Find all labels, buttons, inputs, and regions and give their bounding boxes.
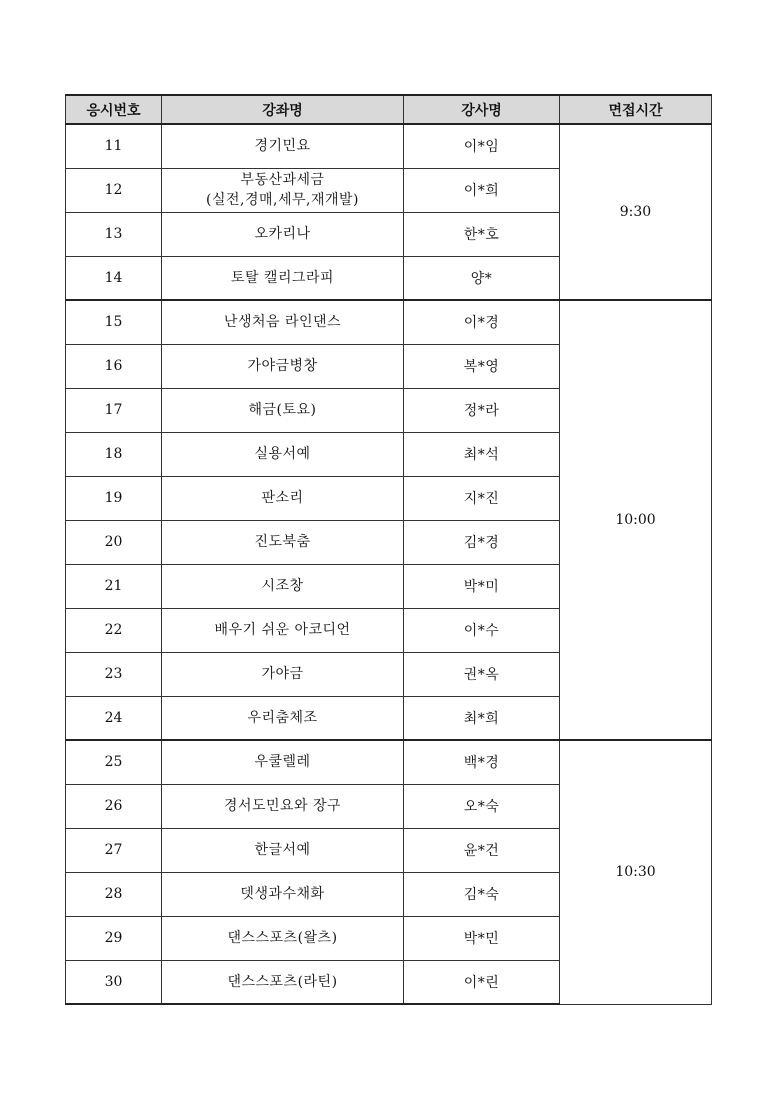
course-name-line: 판소리 <box>261 490 304 506</box>
teacher-name-cell: 백*경 <box>404 740 560 784</box>
course-name-cell <box>162 960 404 1004</box>
exam-number-cell: 23 <box>66 652 162 696</box>
teacher-name-cell: 이*수 <box>404 608 560 652</box>
course-name-cell <box>162 300 404 344</box>
header-teacher: 강사명 <box>404 95 560 124</box>
course-name-cell <box>162 432 404 476</box>
exam-number-cell: 29 <box>66 916 162 960</box>
teacher-name-cell: 이*경 <box>404 300 560 344</box>
course-name-cell <box>162 608 404 652</box>
course-name-line: (실전,경매,세무,재개발) <box>206 192 359 208</box>
teacher-name-cell: 최*석 <box>404 432 560 476</box>
interview-time-cell: 9:30 <box>560 124 712 300</box>
course-name-cell <box>162 212 404 256</box>
course-name-cell <box>162 696 404 740</box>
exam-number-cell: 11 <box>66 124 162 168</box>
course-name-cell <box>162 564 404 608</box>
teacher-name-cell: 권*옥 <box>404 652 560 696</box>
course-name-cell <box>162 872 404 916</box>
course-name-line: 시조창 <box>261 578 304 594</box>
course-name-line: 토탈 캘리그라피 <box>230 269 335 286</box>
course-name-line: 우쿨렐레 <box>254 754 311 771</box>
course-name-cell <box>162 652 404 696</box>
exam-number-cell: 19 <box>66 476 162 520</box>
teacher-name-cell: 김*숙 <box>404 872 560 916</box>
exam-number-cell: 25 <box>66 740 162 784</box>
teacher-name-cell: 박*미 <box>404 564 560 608</box>
course-name-line: 가야금 <box>261 666 304 682</box>
exam-number-cell: 28 <box>66 872 162 916</box>
exam-number-cell: 18 <box>66 432 162 476</box>
course-name-line: 가야금병창 <box>247 358 318 374</box>
exam-number-cell: 17 <box>66 388 162 432</box>
exam-number-cell: 14 <box>66 256 162 300</box>
teacher-name-cell: 최*희 <box>404 696 560 740</box>
table-row <box>66 124 712 168</box>
teacher-name-cell: 정*라 <box>404 388 560 432</box>
course-name-line: 한글서예 <box>254 842 311 858</box>
header-row <box>66 95 712 124</box>
exam-number-cell: 24 <box>66 696 162 740</box>
teacher-name-cell: 김*경 <box>404 520 560 564</box>
exam-number-cell: 27 <box>66 828 162 872</box>
course-name-line: 경기민요 <box>254 138 311 155</box>
course-name-cell <box>162 124 404 168</box>
course-name-line: 오카리나 <box>254 226 311 242</box>
course-name-line: 배우기 쉬운 아코디언 <box>214 622 351 638</box>
teacher-name-cell: 윤*건 <box>404 828 560 872</box>
teacher-name-cell: 박*민 <box>404 916 560 960</box>
interview-time-cell: 10:30 <box>560 740 712 1004</box>
exam-number-cell: 26 <box>66 784 162 828</box>
course-name-line: 댄스스포츠(라틴) <box>227 973 338 990</box>
course-name-line: 경서도민요와 장구 <box>223 798 342 814</box>
course-name-cell <box>162 344 404 388</box>
teacher-name-cell: 이*희 <box>404 168 560 212</box>
exam-number-cell: 13 <box>66 212 162 256</box>
course-name-line: 부동산과세금 <box>240 172 325 188</box>
course-name-line: 해금(토요) <box>248 402 317 418</box>
course-name-line: 뎃생과수채화 <box>240 886 325 902</box>
exam-number-cell: 20 <box>66 520 162 564</box>
course-name-line: 우리춤체조 <box>247 709 318 726</box>
exam-number-cell: 12 <box>66 168 162 212</box>
course-name-cell <box>162 168 404 212</box>
teacher-name-cell: 이*임 <box>404 124 560 168</box>
course-name-line: 댄스스포츠(왈츠) <box>227 930 338 946</box>
exam-number-cell: 16 <box>66 344 162 388</box>
table-row <box>66 740 712 784</box>
exam-number-cell: 21 <box>66 564 162 608</box>
teacher-name-cell: 지*진 <box>404 476 560 520</box>
course-name-line: 난생처음 라인댄스 <box>223 314 342 331</box>
course-name-cell <box>162 916 404 960</box>
header-time: 면접시간 <box>560 95 712 124</box>
course-name-cell <box>162 828 404 872</box>
exam-number-cell: 15 <box>66 300 162 344</box>
course-name-cell <box>162 520 404 564</box>
table-row <box>66 300 712 344</box>
course-name-line: 실용서예 <box>254 446 311 462</box>
course-name-cell <box>162 784 404 828</box>
teacher-name-cell: 한*호 <box>404 212 560 256</box>
exam-number-cell: 22 <box>66 608 162 652</box>
teacher-name-cell: 이*린 <box>404 960 560 1004</box>
course-name-cell <box>162 740 404 784</box>
course-name-cell <box>162 388 404 432</box>
teacher-name-cell: 오*숙 <box>404 784 560 828</box>
header-course: 강좌명 <box>162 95 404 124</box>
interview-time-cell: 10:00 <box>560 300 712 740</box>
teacher-name-cell: 양* <box>404 256 560 300</box>
table-body <box>66 124 712 1004</box>
course-name-cell <box>162 476 404 520</box>
exam-number-cell: 30 <box>66 960 162 1004</box>
header-number: 응시번호 <box>66 95 162 124</box>
course-name-line: 진도북춤 <box>254 534 311 550</box>
teacher-name-cell: 복*영 <box>404 344 560 388</box>
course-name-cell <box>162 256 404 300</box>
interview-schedule-table <box>65 94 712 1005</box>
